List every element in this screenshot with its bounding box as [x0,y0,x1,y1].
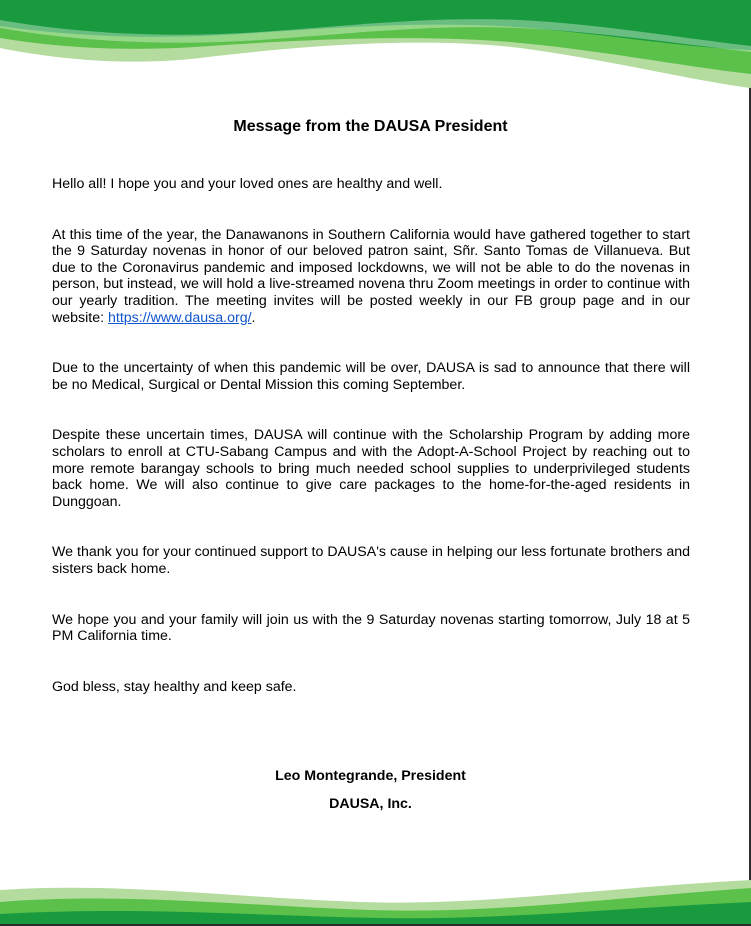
novena-paragraph-end: . [251,309,256,326]
letter-title: Message from the DAUSA President [233,118,508,135]
novena-paragraph [52,227,690,327]
letter-body [52,176,690,695]
closing-paragraph: God bless, stay healthy and keep safe. [52,678,297,695]
signature-block [0,768,741,824]
novena-paragraph-text: At this time of the year, the Danawanons in Southern California would have gathered together to start the 9 Saturday novenas in honor of our beloved patron saint, Sñr. Santo Tomas de Villanueva. But due to the Coronavirus pandemic and imposed lockdowns, we will not be able to do the novenas in person, but instead, we will hold a live-streamed novena thru Zoom meetings in order to continue with our yearly tradition. The meeting invites will be posted weekly in our FB group page and in our website: [52,226,690,326]
thanks-paragraph: We thank you for your continued support to DAUSA's cause in helping our less fortunate brothers and sisters back home. [52,544,690,577]
scholarship-paragraph: Despite these uncertain times, DAUSA will continue with the Scholarship Program by adding more scholars to enroll at CTU-Sabang Campus and with the Adopt-A-School Project by reaching out to more remote barangay schools to bring much needed school supplies to underprivileged students back home. We will also continue to give care packages to the home-for-the-aged residents in Dunggoan. [52,427,690,510]
invite-paragraph: We hope you and your family will join us with the 9 Saturday novenas starting tomorrow, July 18 at 5 PM California time. [52,611,690,645]
signature-organization: DAUSA, Inc. [329,796,412,812]
website-link[interactable]: https://www.dausa.org/ [108,309,252,326]
header-wave-decoration [0,0,751,100]
footer-wave-decoration [0,876,751,924]
mission-paragraph: Due to the uncertainty of when this pandemic will be over, DAUSA is sad to announce that there will be no Medical, Surgical or Dental Mission this coming September. [52,360,690,393]
signature-name: Leo Montegrande, President [275,768,466,784]
greeting-paragraph: Hello all! I hope you and your loved ones are healthy and well. [52,176,443,192]
